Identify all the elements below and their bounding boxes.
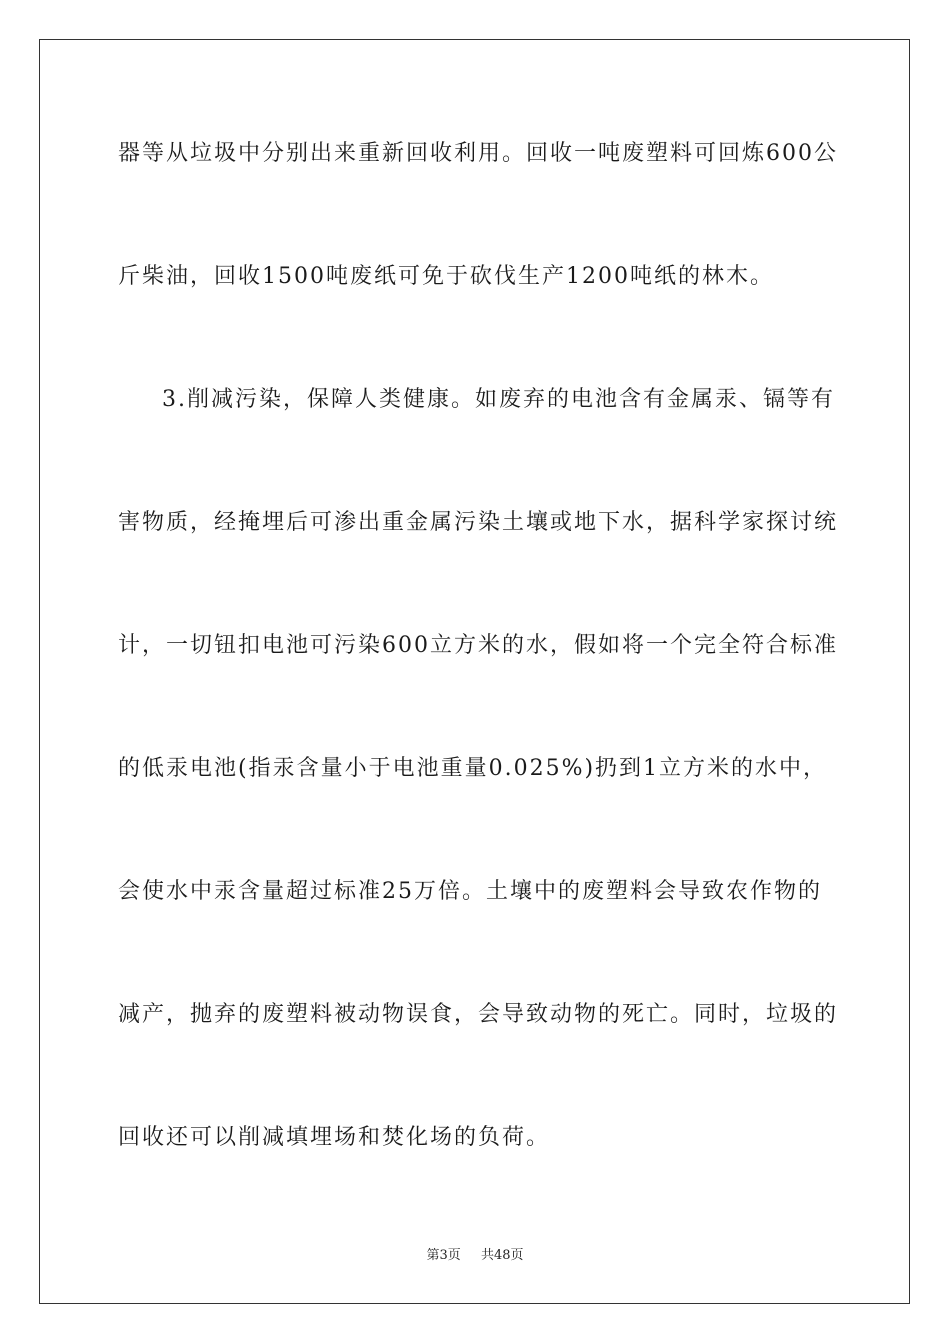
page-footer bbox=[0, 1247, 950, 1265]
total-pages: 共48页 bbox=[480, 1248, 524, 1263]
text-line-7: 会使水中汞含量超过标准25万倍。土壤中的废塑料会导致农作物的 bbox=[118, 879, 822, 904]
text-line-5: 计，一切钮扣电池可污染600立方米的水，假如将一个完全符合标准 bbox=[118, 633, 838, 658]
text-line-6: 的低汞电池(指汞含量小于电池重量0.025%)扔到1立方米的水中， bbox=[118, 756, 828, 781]
text-line-9: 回收还可以削减填埋场和焚化场的负荷。 bbox=[118, 1125, 551, 1150]
text-line-4: 害物质，经掩埋后可渗出重金属污染土壤或地下水，据科学家探讨统 bbox=[118, 510, 839, 535]
text-line-8: 减产，抛弃的废塑料被动物误食，会导致动物的死亡。同时，垃圾的 bbox=[118, 1002, 839, 1027]
page-border bbox=[39, 39, 910, 1304]
text-line-2: 斤柴油，回收1500吨废纸可免于砍伐生产1200吨纸的林木。 bbox=[118, 264, 774, 289]
text-line-1: 器等从垃圾中分别出来重新回收利用。回收一吨废塑料可回炼600公 bbox=[118, 141, 838, 166]
page-number: 第3页 bbox=[426, 1248, 461, 1263]
text-line-3-paragraph-start: 3.削减污染，保障人类健康。如废弃的电池含有金属汞、镉等有 bbox=[162, 387, 835, 412]
